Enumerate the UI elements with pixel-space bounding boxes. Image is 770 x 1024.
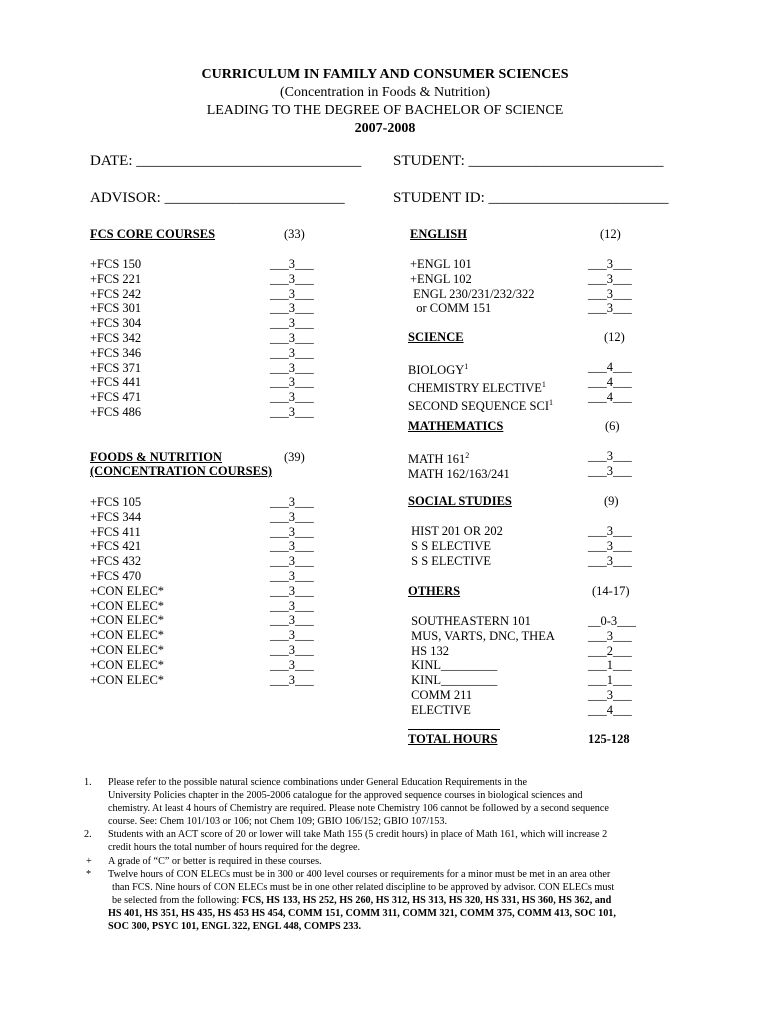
list-item: +FCS 432 — [90, 554, 142, 569]
list-item: +FCS 486 — [90, 404, 142, 419]
list-item: +FCS 411 — [90, 524, 141, 539]
list-item: +FCS 346 — [90, 345, 142, 360]
foods-heading-line2: (CONCENTRATION COURSES) — [90, 464, 273, 478]
hours-blank[interactable]: ___4___ — [588, 360, 632, 374]
list-item: +FCS 150 — [90, 257, 142, 271]
hours-blank[interactable]: ___3___ — [270, 257, 314, 271]
math-heading: MATHEMATICS — [408, 419, 504, 433]
list-item: HIST 201 OR 202 — [408, 524, 503, 538]
hours-blank[interactable]: ___2___ — [588, 643, 632, 658]
social-studies-heading: SOCIAL STUDIES — [408, 494, 512, 508]
footnote-con-elec: * Twelve hours of CON ELECs must be in 300 or 400 level courses or requirements for a minor must be met in an area other than FCS. Nine hours of CON ELECs must be in one other related discipline to be approved by advisor. CON ELECs must be selected from the following: FCS, HS 133, HS 252, HS 260, HS 312, HS 313, HS 320, HS 331, HS 360, HS 362, and HS 401, HS 351, HS 435, HS 453 HS 454, COMM 151, COMM 311, COMM 321, COMM 375, COMM 413, SOC 101, SOC 300, PSYC 101, ENGL 322, ENGL 448, COMPS 233. — [86, 868, 616, 933]
degree-subtitle: LEADING TO THE DEGREE OF BACHELOR OF SCIENCE — [206, 103, 564, 118]
hours-blank[interactable]: ___3___ — [270, 554, 314, 569]
hours-blank[interactable]: ___3___ — [270, 390, 314, 405]
fcs-core-hours-list — [270, 257, 314, 420]
science-heading: SCIENCE — [408, 330, 464, 344]
hours-blank[interactable]: ___3___ — [270, 316, 314, 331]
list-item: KINL_________ — [408, 673, 498, 688]
footnote-1: 1. Please refer to the possible natural science combinations under General Education Requirements in the University Policies chapter in the 2005-2006 catalogue for the approved sequence courses in biological sciences and chemistry. At least 4 hours of Chemistry are required. Please note Chemistry 106 cannot be followed by a second sequence course. See: Chem 101/103 or 106; not Chem 109; GBIO 106/152; GBIO 107/153. — [84, 777, 609, 828]
hours-blank[interactable]: ___4___ — [588, 702, 632, 717]
advisor-field[interactable]: ADVISOR: ________________________ — [90, 190, 345, 206]
hours-blank[interactable]: ___3___ — [270, 271, 314, 286]
list-item: +FCS 421 — [90, 539, 142, 554]
list-item: ENGL 230/231/232/322 — [410, 286, 535, 301]
list-item: MATH 162/163/241 — [408, 466, 510, 481]
fcs-core-total: (33) — [284, 227, 305, 241]
hours-blank[interactable]: ___3___ — [588, 271, 632, 286]
english-total: (12) — [600, 227, 621, 241]
science-course-list — [408, 360, 553, 414]
hours-blank[interactable]: ___3___ — [270, 628, 314, 643]
hours-blank[interactable]: ___3___ — [588, 524, 632, 538]
list-item: +CON ELEC* — [90, 657, 165, 672]
catalog-year: 2007-2008 — [354, 121, 416, 136]
english-heading: ENGLISH — [410, 227, 467, 241]
foods-course-list — [90, 495, 164, 687]
hours-blank[interactable]: ___3___ — [588, 301, 632, 316]
date-field[interactable]: DATE: ______________________________ — [90, 153, 362, 169]
hours-blank[interactable]: ___3___ — [270, 509, 314, 524]
hours-blank[interactable]: ___3___ — [270, 524, 314, 539]
list-item: SOUTHEASTERN 101 — [408, 614, 531, 628]
hours-blank[interactable]: ___3___ — [270, 598, 314, 613]
list-item: HS 132 — [408, 643, 449, 658]
foods-hours-list — [270, 495, 314, 687]
hours-blank[interactable]: ___3___ — [588, 257, 632, 271]
list-item: S S ELECTIVE — [408, 553, 491, 568]
list-item: MUS, VARTS, DNC, THEA — [408, 628, 555, 643]
others-total: (14-17) — [592, 584, 630, 598]
total-divider — [408, 729, 500, 730]
list-item: +ENGL 101 — [410, 257, 472, 271]
footnote-2: 2. Students with an ACT score of 20 or lower will take Math 155 (5 credit hours) in place of Math 161, which will increase 2 credit hours the total number of hours required for the degree. — [84, 829, 608, 854]
fcs-core-course-list — [90, 257, 141, 420]
hours-blank[interactable]: ___3___ — [270, 495, 314, 509]
hours-blank[interactable]: ___3___ — [270, 642, 314, 657]
hours-blank[interactable]: ___1___ — [588, 658, 632, 673]
list-item: +FCS 471 — [90, 390, 142, 405]
list-item: +CON ELEC* — [90, 613, 165, 628]
list-item: +CON ELEC* — [90, 628, 165, 643]
list-item: SECOND SEQUENCE SCI$^1$ — [408, 397, 553, 414]
social-studies-total: (9) — [604, 494, 619, 508]
list-item: +FCS 342 — [90, 330, 142, 345]
list-item: +CON ELEC* — [90, 642, 165, 657]
list-item: +FCS 242 — [90, 286, 142, 301]
hours-blank[interactable]: ___3___ — [588, 449, 632, 463]
hours-blank[interactable]: __0-3___ — [588, 614, 636, 628]
list-item: +CON ELEC* — [90, 598, 165, 613]
hours-blank[interactable]: ___3___ — [270, 301, 314, 316]
list-item: +FCS 470 — [90, 568, 142, 583]
foods-heading-line1: FOODS & NUTRITION — [90, 450, 222, 464]
hours-blank[interactable]: ___3___ — [270, 672, 314, 687]
footnotes — [84, 776, 684, 933]
concentration-subtitle: (Concentration in Foods & Nutrition) — [280, 85, 490, 100]
hours-blank[interactable]: ___3___ — [270, 286, 314, 301]
total-hours-value: 125-128 — [588, 732, 630, 746]
page-title: CURRICULUM IN FAMILY AND CONSUMER SCIENCES — [201, 67, 569, 82]
list-item: S S ELECTIVE — [408, 538, 491, 553]
social-course-list — [408, 524, 503, 568]
list-item: CHEMISTRY ELECTIVE$^1$ — [408, 379, 546, 396]
social-hours-list — [588, 524, 632, 568]
footnote-grade: + A grade of “C” or better is required in these courses. — [86, 855, 322, 867]
list-item: +CON ELEC* — [90, 583, 165, 598]
hours-blank[interactable]: ___3___ — [270, 583, 314, 598]
list-item: +FCS 221 — [90, 271, 142, 286]
hours-blank[interactable]: ___4___ — [588, 389, 632, 404]
hours-blank[interactable]: ___3___ — [588, 286, 632, 301]
student-field[interactable]: STUDENT: __________________________ — [393, 153, 664, 169]
math-course-list — [408, 449, 510, 482]
hours-blank[interactable]: ___3___ — [270, 404, 314, 419]
hours-blank[interactable]: ___3___ — [588, 687, 632, 702]
hours-blank[interactable]: ___3___ — [588, 538, 632, 553]
list-item: +FCS 105 — [90, 495, 142, 509]
list-item: BIOLOGY$^1$ — [408, 362, 469, 378]
english-hours-list — [588, 257, 632, 316]
hours-blank[interactable]: ___3___ — [270, 539, 314, 554]
others-course-list — [408, 614, 555, 718]
science-hours-list — [588, 360, 632, 404]
others-hours-list — [588, 614, 636, 718]
hours-blank[interactable]: ___4___ — [588, 374, 632, 389]
hours-blank[interactable]: ___3___ — [270, 613, 314, 628]
science-total: (12) — [604, 330, 625, 344]
list-item: +FCS 441 — [90, 375, 142, 390]
list-item: KINL_________ — [408, 658, 498, 673]
hours-blank[interactable]: ___3___ — [588, 553, 632, 568]
student-id-field[interactable]: STUDENT ID: ________________________ — [393, 190, 669, 206]
hours-blank[interactable]: ___3___ — [270, 568, 314, 583]
total-hours-label: TOTAL HOURS — [408, 732, 498, 746]
list-item: or COMM 151 — [410, 301, 492, 316]
hours-blank[interactable]: ___3___ — [270, 330, 314, 345]
others-heading: OTHERS — [408, 584, 461, 598]
list-item: ELECTIVE — [408, 702, 471, 717]
list-item: +FCS 301 — [90, 301, 142, 316]
list-item: +CON ELEC* — [90, 672, 165, 687]
fcs-core-heading: FCS CORE COURSES — [90, 227, 216, 241]
list-item: +FCS 371 — [90, 360, 142, 375]
math-total: (6) — [605, 419, 620, 433]
math-hours-list — [588, 449, 632, 479]
hours-blank[interactable]: ___3___ — [270, 345, 314, 360]
list-item: +FCS 304 — [90, 316, 142, 331]
hours-blank[interactable]: ___3___ — [588, 628, 632, 643]
list-item: MATH $161^2$ — [408, 451, 470, 467]
hours-blank[interactable]: ___3___ — [588, 463, 632, 478]
english-course-list — [410, 257, 535, 316]
hours-blank[interactable]: ___3___ — [270, 657, 314, 672]
list-item: +ENGL 102 — [410, 271, 472, 286]
hours-blank[interactable]: ___1___ — [588, 673, 632, 688]
foods-total: (39) — [284, 450, 305, 464]
list-item: +FCS 344 — [90, 509, 142, 524]
hours-blank[interactable]: ___3___ — [270, 375, 314, 390]
list-item: COMM 211 — [408, 687, 473, 702]
hours-blank[interactable]: ___3___ — [270, 360, 314, 375]
